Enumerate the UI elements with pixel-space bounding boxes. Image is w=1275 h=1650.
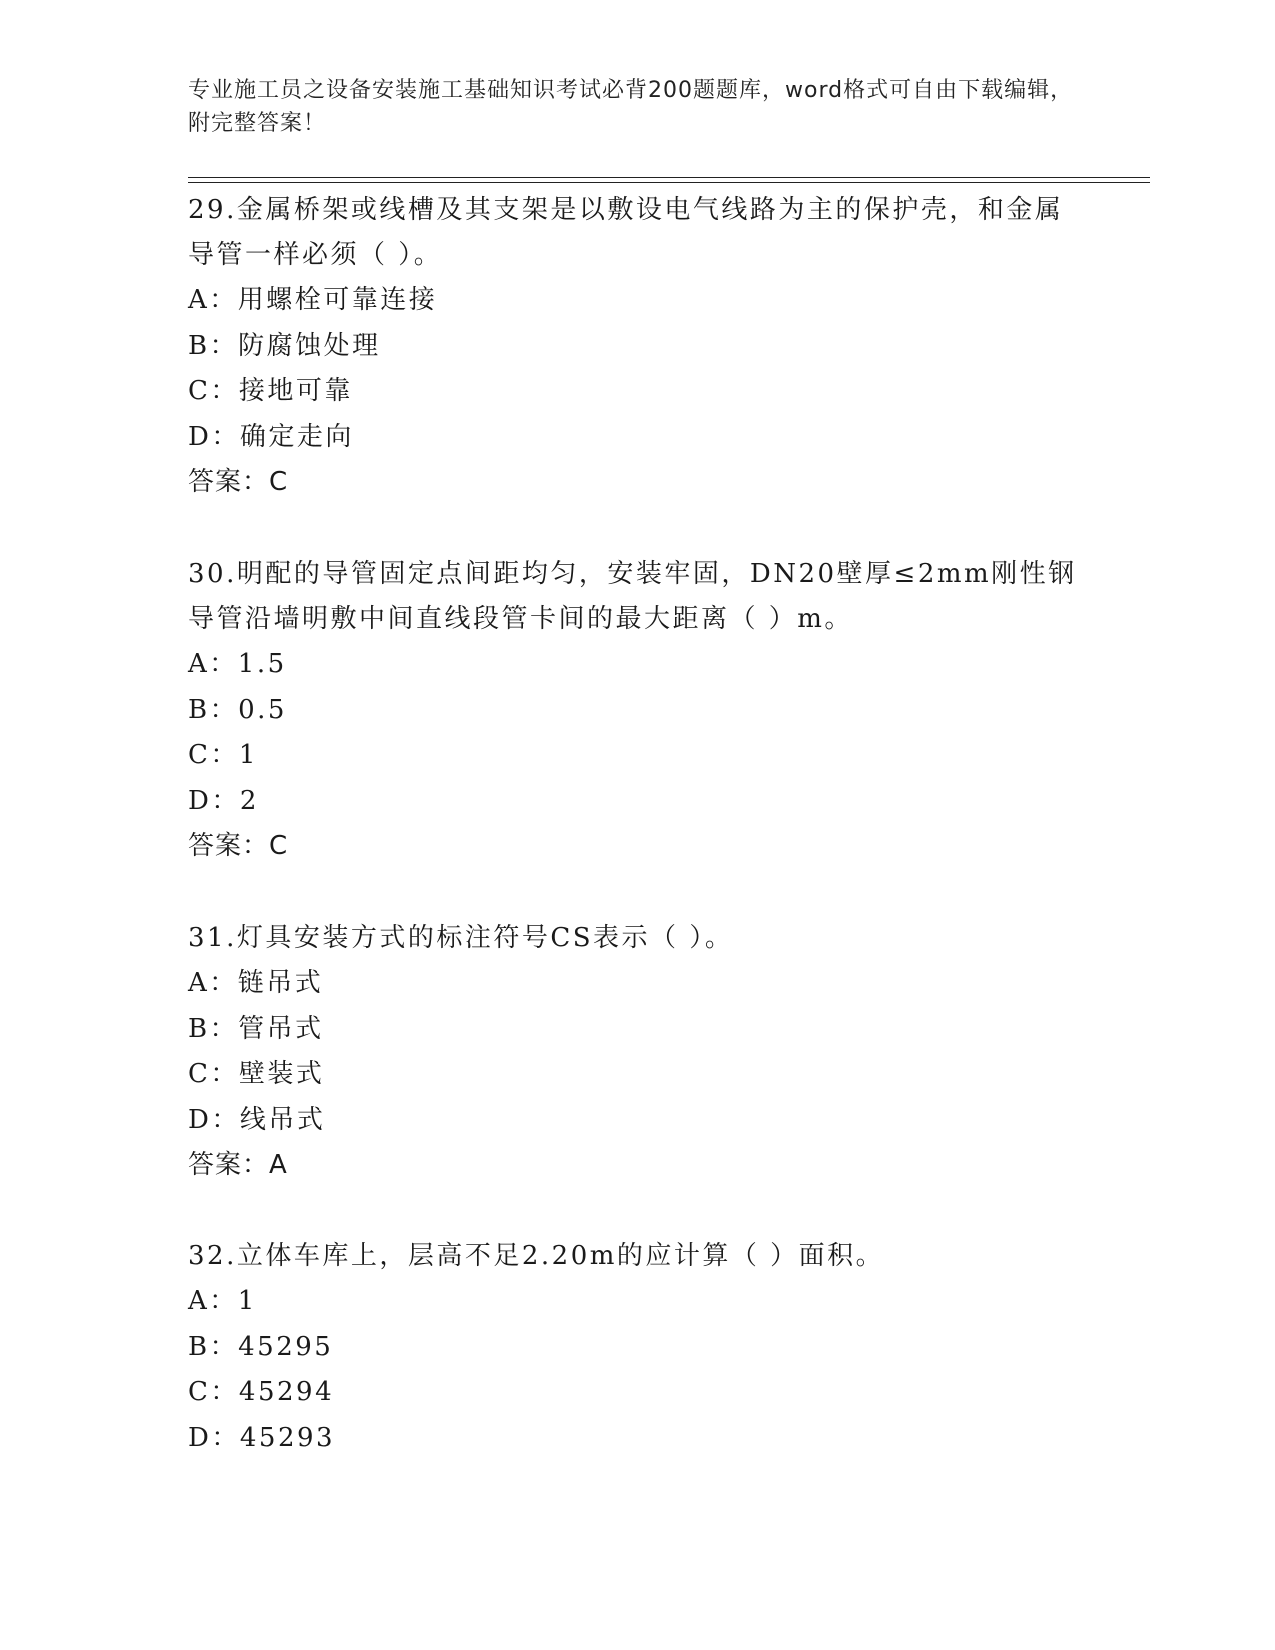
- option-key: A：: [188, 649, 238, 679]
- option-text: 1: [237, 1286, 257, 1316]
- question-31: [188, 916, 1088, 1188]
- page-header-title: 专业施工员之设备安装施工基础知识考试必背200题题库，word格式可自由下载编辑，附完整答案！: [188, 78, 1074, 136]
- option-d: [188, 779, 1088, 825]
- option-key: B：: [188, 694, 239, 725]
- option-a: [188, 278, 1088, 324]
- option-d: [188, 415, 1088, 461]
- option-text: 确定走向: [239, 421, 354, 452]
- option-c: [188, 733, 1088, 779]
- option-key: D：: [188, 1104, 240, 1135]
- option-key: D：: [188, 1422, 240, 1453]
- option-key: A：: [188, 285, 238, 315]
- option-text: 用螺栓可靠连接: [237, 285, 438, 315]
- option-text: 45293: [239, 1422, 336, 1453]
- option-key: B：: [188, 1331, 239, 1362]
- option-text: 0.5: [238, 694, 287, 725]
- option-text: 管吊式: [238, 1013, 324, 1044]
- header-divider-bottom: [188, 182, 1150, 183]
- option-b: [188, 1325, 1088, 1371]
- option-d: [188, 1098, 1088, 1144]
- question-stem: 30.明配的导管固定点间距均匀，安装牢固，DN20壁厚≤2mm刚性钢导管沿墙明敷中间直线段管卡间的最大距离（ ）m。: [188, 559, 1077, 634]
- option-b: [188, 688, 1088, 734]
- option-key: D：: [188, 785, 240, 816]
- question-29: [188, 188, 1088, 505]
- option-c: [188, 369, 1088, 415]
- option-key: C：: [188, 1377, 239, 1407]
- option-a: [188, 1279, 1088, 1325]
- question-30: [188, 552, 1088, 869]
- answer-line: 答案：C: [188, 831, 289, 861]
- question-stem: 29.金属桥架或线槽及其支架是以敷设电气线路为主的保护壳，和金属导管一样必须（ ）。: [188, 195, 1064, 270]
- option-key: A：: [188, 968, 238, 998]
- option-text: 链吊式: [237, 968, 324, 998]
- option-text: 防腐蚀处理: [238, 330, 381, 361]
- option-d: [188, 1416, 1088, 1462]
- option-key: C：: [188, 1059, 239, 1089]
- option-key: D：: [188, 421, 240, 452]
- question-32: [188, 1234, 1088, 1461]
- option-key: B：: [188, 1013, 239, 1044]
- option-text: 壁装式: [238, 1059, 325, 1089]
- option-text: 45294: [238, 1377, 335, 1407]
- option-text: 线吊式: [239, 1104, 326, 1135]
- option-text: 2: [239, 785, 259, 816]
- option-b: [188, 324, 1088, 370]
- header-divider-top: [188, 177, 1150, 178]
- option-a: [188, 961, 1088, 1007]
- option-text: 1: [238, 740, 258, 770]
- option-a: [188, 642, 1088, 688]
- option-b: [188, 1007, 1088, 1053]
- option-c: [188, 1370, 1088, 1416]
- option-text: 接地可靠: [238, 376, 353, 406]
- answer-line: 答案：C: [188, 467, 289, 497]
- option-c: [188, 1052, 1088, 1098]
- answer-line: 答案：A: [188, 1150, 288, 1180]
- option-key: A：: [188, 1286, 238, 1316]
- option-key: C：: [188, 376, 239, 406]
- question-stem: 32.立体车库上，层高不足2.20m的应计算（ ）面积。: [188, 1241, 885, 1271]
- option-text: 1.5: [237, 649, 287, 679]
- question-stem: 31.灯具安装方式的标注符号CS表示（ ）。: [188, 923, 734, 953]
- option-text: 45295: [238, 1331, 334, 1362]
- option-key: B：: [188, 330, 239, 361]
- option-key: C：: [188, 740, 239, 770]
